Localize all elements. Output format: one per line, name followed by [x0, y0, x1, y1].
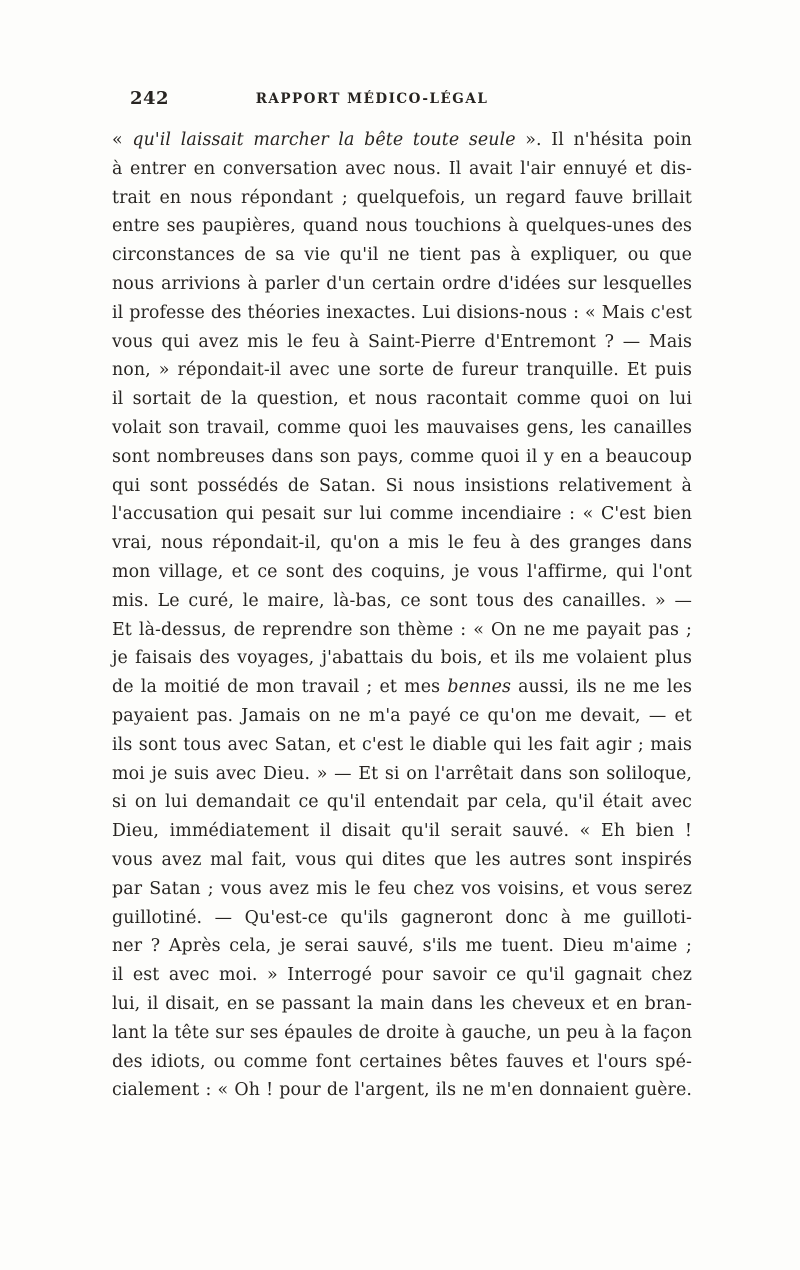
- text-segment: aussi, ils ne me les: [511, 677, 692, 698]
- text-line: [112, 241, 692, 270]
- text-segment: guillotiné. — Qu'est-ce qu'ils gagneront donc à me guilloti-: [112, 907, 692, 928]
- text-line: [112, 1076, 692, 1105]
- text-line: [112, 875, 692, 904]
- text-line: [112, 817, 692, 846]
- text-segment: mon village, et ce sont des coquins, je vous l'affirme, qui l'ont: [112, 561, 692, 582]
- text-segment: vous qui avez mis le feu à Saint-Pierre d'Entremont ? — Mais: [112, 331, 692, 352]
- text-line: [112, 270, 692, 299]
- text-line: [112, 212, 692, 241]
- text-segment: ». Il n'hésita poin: [515, 130, 692, 150]
- text-line: [112, 616, 692, 645]
- text-line: [112, 673, 692, 702]
- text-line: [112, 155, 692, 184]
- text-line: [112, 385, 692, 414]
- text-segment: moi je suis avec Dieu. » — Et si on l'arrêtait dans son soliloque,: [112, 763, 692, 784]
- text-segment: ils sont tous avec Satan, et c'est le diable qui les fait agir ; mais: [112, 734, 692, 755]
- text-segment: sont nombreuses dans son pays, comme quoi il y en a beaucoup: [112, 446, 692, 467]
- text-line: [112, 529, 692, 558]
- text-segment: vous avez mal fait, vous qui dites que les autres sont inspirés: [112, 849, 692, 870]
- text-line: [112, 846, 692, 875]
- page-number: 242: [130, 88, 170, 109]
- text-line: [112, 500, 692, 529]
- text-line: [112, 126, 692, 155]
- text-line: [112, 702, 692, 731]
- text-segment: l'accusation qui pesait sur lui comme incendiaire : « C'est bien: [112, 504, 692, 525]
- text-segment: il est avec moi. » Interrogé pour savoir ce qu'il gagnait chez: [112, 965, 692, 986]
- text-segment: qui sont possédés de Satan. Si nous insistions relativement à: [112, 475, 692, 496]
- text-segment: payaient pas. Jamais on ne m'a payé ce qu'on me devait, — et: [112, 705, 692, 726]
- text-line: [112, 328, 692, 357]
- text-segment: il sortait de la question, et nous racontait comme quoi on lui: [112, 389, 692, 410]
- text-segment: je faisais des voyages, j'abattais du bois, et ils me volaient plus: [112, 648, 692, 669]
- text-segment: Dieu, immédiatement il disait qu'il serait sauvé. « Eh bien !: [112, 821, 692, 842]
- text-line: [112, 731, 692, 760]
- text-segment: volait son travail, comme quoi les mauvaises gens, les canailles: [112, 417, 692, 438]
- text-segment: lui, il disait, en se passant la main dans les cheveux et en bran-: [112, 993, 692, 1014]
- text-line: [112, 443, 692, 472]
- text-segment: mis. Le curé, le maire, là-bas, ce sont tous des canailles. » —: [112, 590, 692, 611]
- text-segment: si on lui demandait ce qu'il entendait par cela, qu'il était avec: [112, 792, 692, 813]
- text-segment: ner ? Après cela, je serai sauvé, s'ils me tuent. Dieu m'aime ;: [112, 936, 692, 957]
- text-segment: non, » répondait-il avec une sorte de fureur tranquille. Et puis: [112, 360, 692, 381]
- text-line: [112, 961, 692, 990]
- text-line: [112, 558, 692, 587]
- text-line: [112, 788, 692, 817]
- text-segment: circonstances de sa vie qu'il ne tient pas à expliquer, ou que: [112, 245, 692, 266]
- text-segment: il professe des théories inexactes. Lui disions-nous : « Mais c'est: [112, 302, 692, 323]
- page-body: [112, 126, 692, 1105]
- text-line: [112, 990, 692, 1019]
- text-line: [112, 299, 692, 328]
- text-line: [112, 904, 692, 933]
- text-segment: entre ses paupières, quand nous touchions à quelques-unes des: [112, 216, 692, 237]
- text-line: [112, 644, 692, 673]
- text-segment: cialement : « Oh ! pour de l'argent, ils ne m'en donnaient guère.: [112, 1080, 692, 1101]
- text-segment: nous arrivions à parler d'un certain ordre d'idées sur lesquelles: [112, 273, 692, 294]
- text-line: [112, 587, 692, 616]
- text-line: [112, 472, 692, 501]
- text-segment: des idiots, ou comme font certaines bêtes fauves et l'ours spé-: [112, 1051, 692, 1072]
- text-line: [112, 184, 692, 213]
- text-line: [112, 356, 692, 385]
- text-line: [112, 1019, 692, 1048]
- italic-text-segment: qu'il laissait marcher la bête toute seule: [132, 130, 516, 150]
- text-segment: à entrer en conversation avec nous. Il avait l'air ennuyé et dis-: [112, 158, 692, 179]
- text-line: [112, 932, 692, 961]
- text-segment: vrai, nous répondait-il, qu'on a mis le feu à des granges dans: [112, 533, 692, 554]
- text-segment: «: [112, 130, 133, 150]
- text-segment: lant la tête sur ses épaules de droite à gauche, un peu à la façon: [112, 1022, 692, 1043]
- text-segment: par Satan ; vous avez mis le feu chez vos voisins, et vous serez: [112, 878, 692, 899]
- text-line: [112, 760, 692, 789]
- page-header: [112, 88, 692, 122]
- text-segment: de la moitié de mon travail ; et mes: [112, 677, 448, 698]
- italic-text-segment: bennes: [447, 677, 511, 698]
- text-line: [112, 414, 692, 443]
- text-segment: Et là-dessus, de reprendre son thème : « On ne me payait pas ;: [112, 619, 692, 640]
- text-segment: trait en nous répondant ; quelquefois, un regard fauve brillait: [112, 187, 692, 208]
- text-line: [112, 1048, 692, 1077]
- running-head: RAPPORT MÉDICO-LÉGAL: [255, 91, 489, 107]
